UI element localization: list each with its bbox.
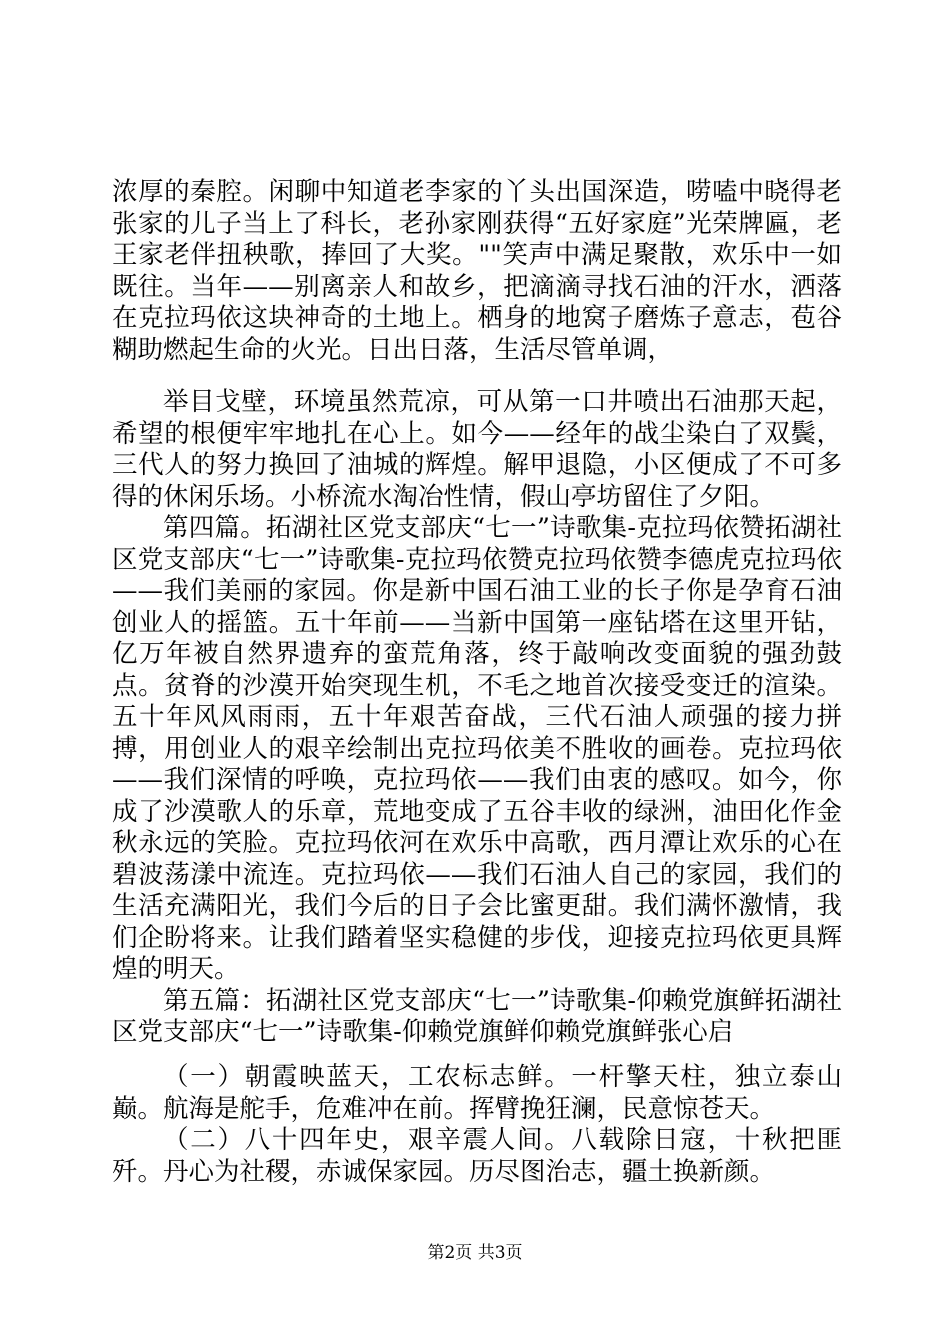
text-block-poem — [112, 1062, 842, 1188]
paragraph-continued: 浓厚的秦腔。闲聊中知道老李家的丫头出国深造，唠嗑中晓得老张家的儿子当上了科长，老孙家刚获得“五好家庭”光荣牌匾，老王家老伴扭秧歌，捧回了大奖。""笑声中满足聚散，欢乐中一如既往。当年——别离亲人和故乡，把滴滴寻找石油的汗水，洒落在克拉玛依这块神奇的土地上。栖身的地窝子磨炼子意志，苞谷糊助燃起生命的火光。日出日落，生活尽管单调， — [112, 177, 842, 365]
paragraph-chapter-five-title: 第五篇：拓湖社区党支部庆“七一”诗歌集-仰赖党旗鲜拓湖社区党支部庆“七一”诗歌集-仰赖党旗鲜仰赖党旗鲜张心启 — [112, 985, 842, 1047]
paragraph-chapter-four: 第四篇。拓湖社区党支部庆“七一”诗歌集-克拉玛依赞拓湖社区党支部庆“七一”诗歌集-克拉玛依赞克拉玛依赞李德虎克拉玛依——我们美丽的家园。你是新中国石油工业的长子你是孕育石油创业人的摇篮。五十年前——当新中国第一座钻塔在这里开钻，亿万年被自然界遗弃的蛮荒角落，终于敲响改变面貌的强劲鼓点。贫脊的沙漠开始突现生机，不毛之地首次接受变迁的渲染。五十年风风雨雨，五十年艰苦奋战，三代石油人顽强的接力拼搏，用创业人的艰辛绘制出克拉玛依美不胜收的画卷。克拉玛依——我们深情的呼唤，克拉玛依——我们由衷的感叹。如今，你成了沙漠歌人的乐章，荒地变成了五谷丰收的绿洲，油田化作金秋永远的笑脸。克拉玛依河在欢乐中高歌，西月潭让欢乐的心在碧波荡漾中流连。克拉玛依——我们石油人自己的家园，我们的生活充满阳光，我们今后的日子会比蜜更甜。我们满怀激情，我们企盼将来。让我们踏着坚实稳健的步伐，迎接克拉玛依更具辉煌的明天。 — [112, 513, 842, 984]
page-footer: 第2页 共3页 — [427, 1243, 523, 1263]
paragraph-gobi: 举目戈壁，环境虽然荒凉，可从第一口井喷出石油那天起，希望的根便牢牢地扎在心上。如今——经年的战尘染白了双鬓，三代人的努力换回了油城的辉煌。解甲退隐，小区便成了不可多得的休闲乐场。小桥流水淘冶性情，假山亭坊留住了夕阳。 — [112, 387, 842, 512]
poem-stanza-two: （二）八十四年史，艰辛震人间。八载除日寇，十秋把匪歼。丹心为社稷，赤诚保家园。历尽图治志，疆土换新颜。 — [112, 1125, 842, 1187]
poem-stanza-one: （一）朝霞映蓝天，工农标志鲜。一杆擎天柱，独立泰山巅。航海是舵手，危难冲在前。挥臂挽狂澜，民意惊苍天。 — [112, 1062, 842, 1124]
text-block-main — [112, 387, 842, 1049]
text-block-continuation — [112, 177, 842, 366]
